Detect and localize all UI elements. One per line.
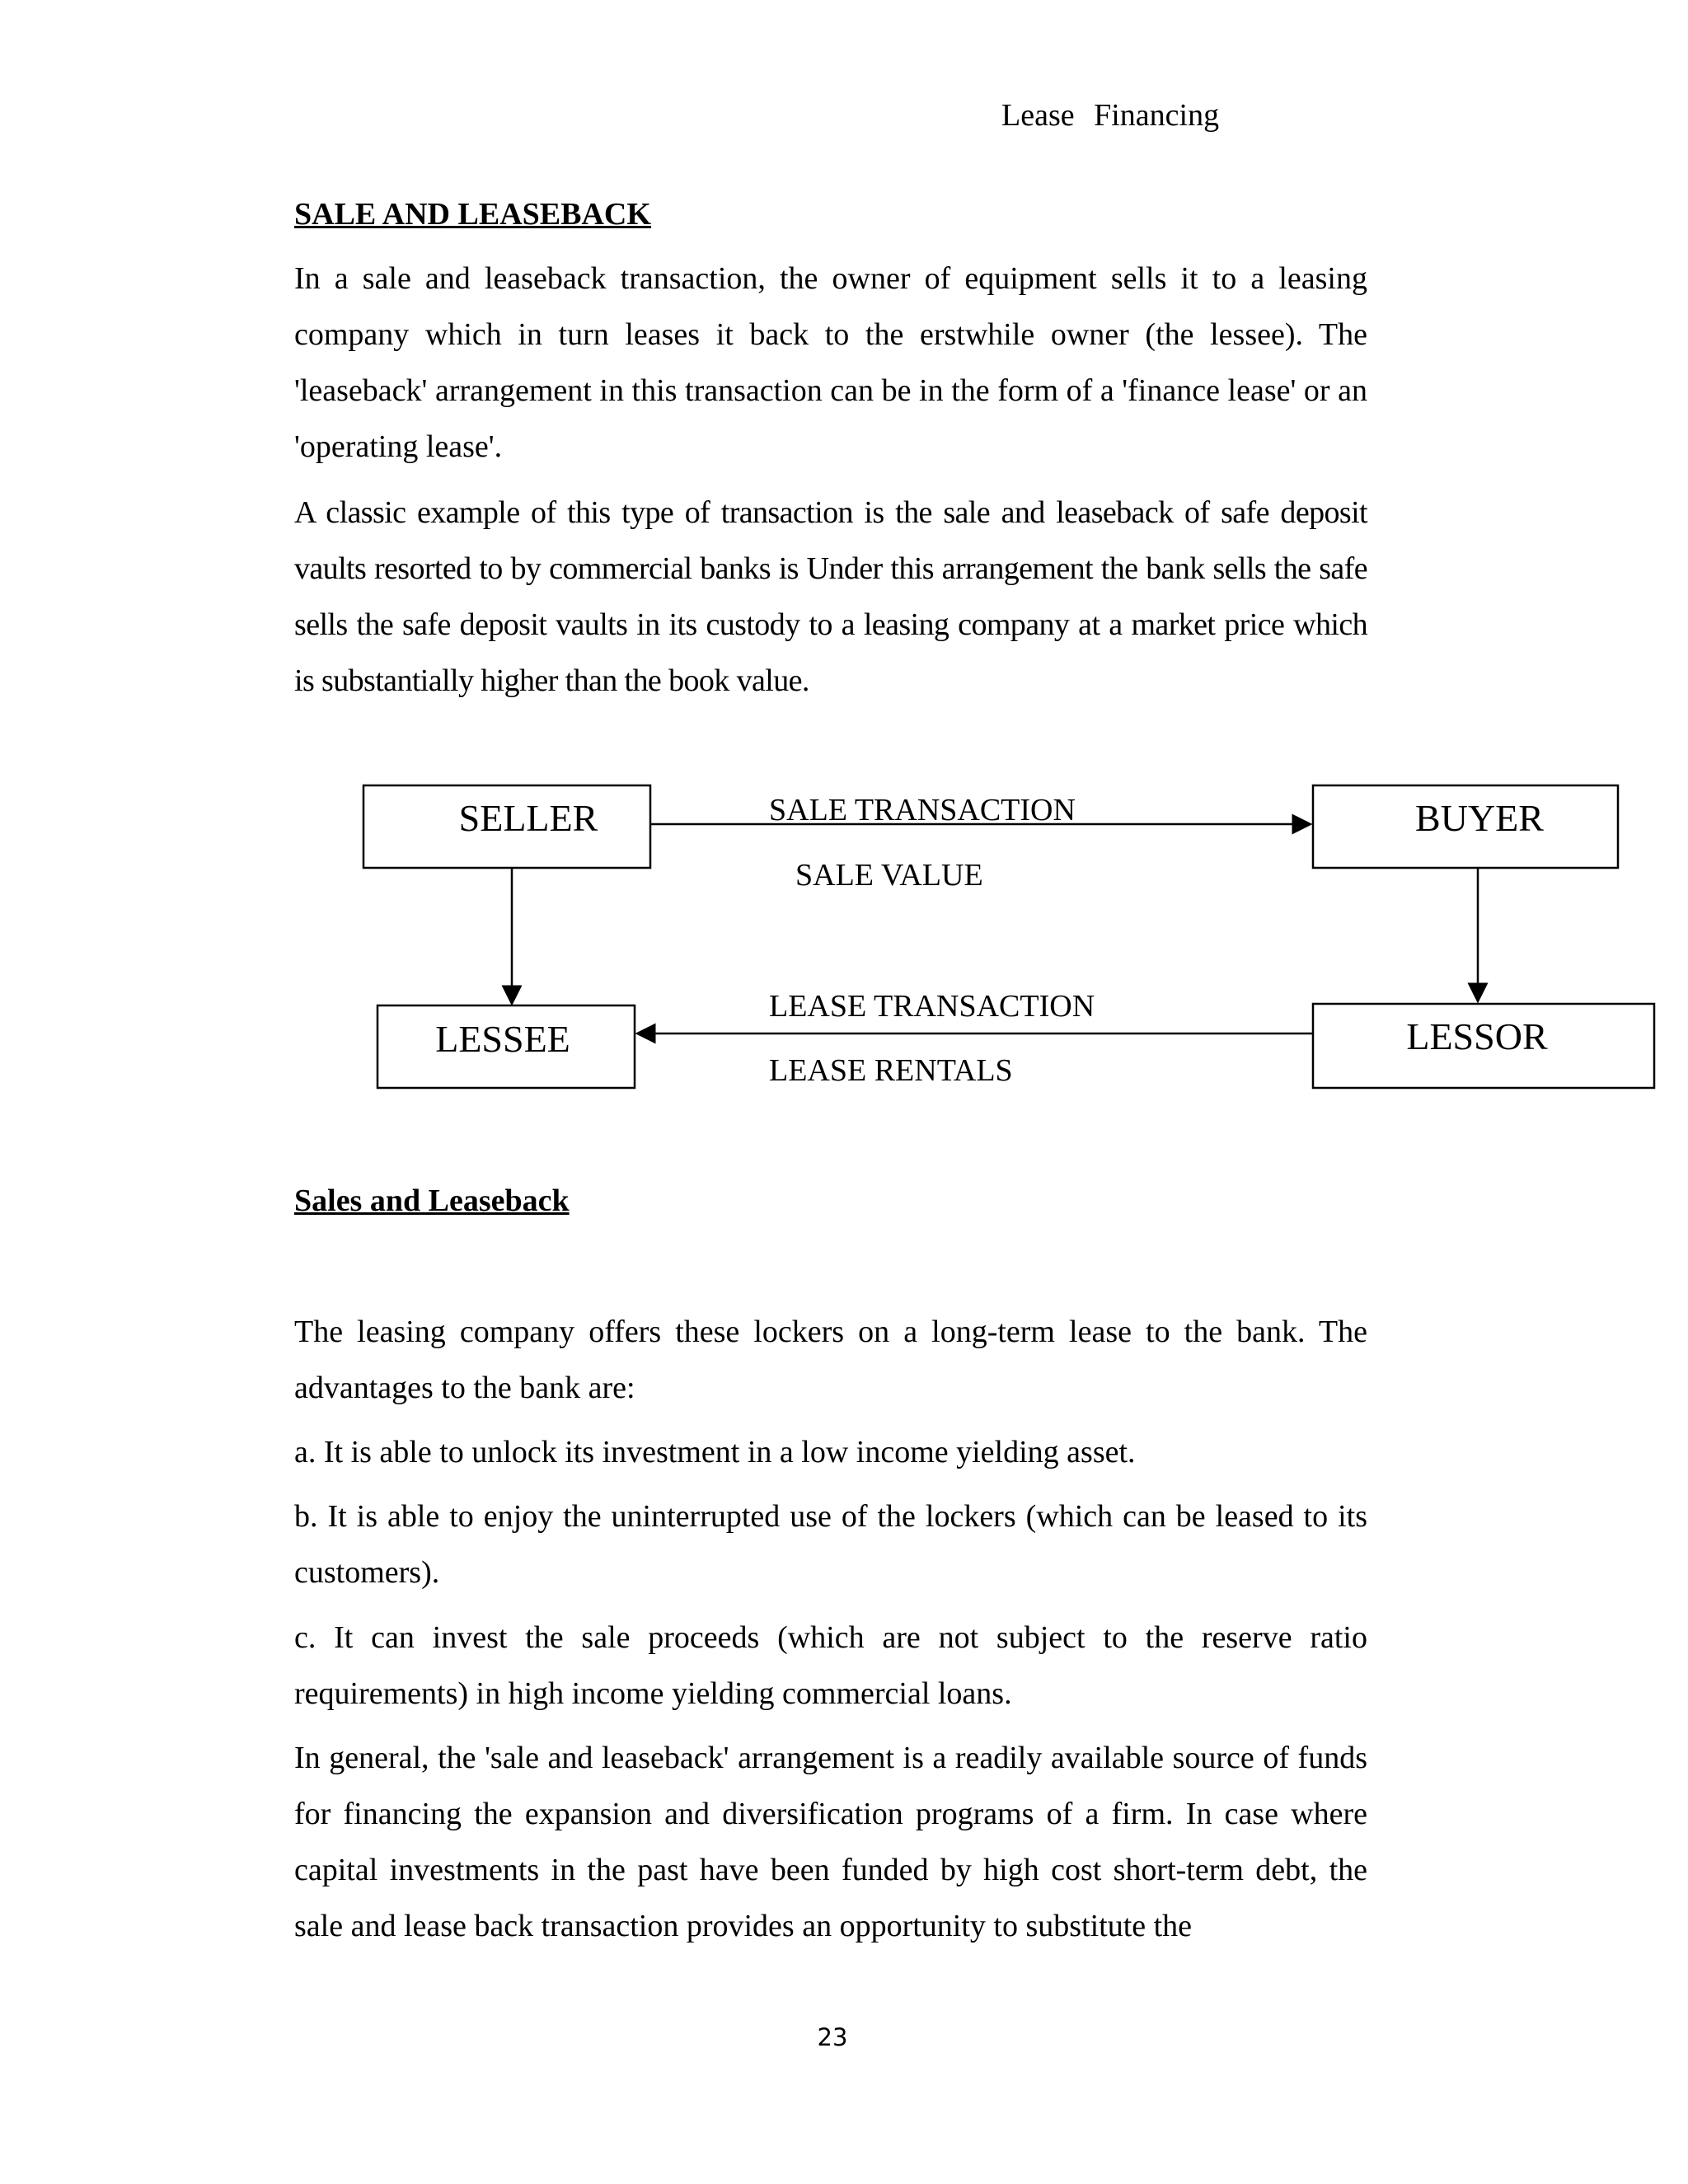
section-heading-sale-and-leaseback: SALE AND LEASEBACK — [294, 197, 651, 232]
lease-transaction-label: LEASE TRANSACTION — [769, 989, 1095, 1024]
lessee-label: LESSEE — [435, 1018, 570, 1060]
list-item-c: c. It can invest the sale proceeds (which are not subject to the reserve ratio requirements) in high income yielding commercial loans. — [294, 1620, 1367, 1711]
paragraph-in-general: In general, the 'sale and leaseback' arrangement is a readily available source of funds for financing the expansion and diversification programs of a firm. In case where capital investments in the past have been funded by high cost short-term debt, the sale and lease back transaction provides an opportunity to substitute the — [294, 1741, 1367, 1943]
paragraph-intro: In a sale and leaseback transaction, the owner of equipment sells it to a leasing company which in turn leases it back to the erstwhile owner (the lessee). The 'leaseback' arrangement in this transaction can be in the form of a 'finance lease' or an 'operating lease'. — [294, 261, 1367, 464]
lessor-label: LESSOR — [1406, 1015, 1548, 1057]
paragraph-classic-example: A classic example of this type of transaction is the sale and leaseback of safe deposit vaults resorted to by commercial banks is Under this arrangement the bank sells the safe sells the safe deposit vaults in its custody to a leasing company at a market price which is substantially higher than the book value. — [294, 495, 1367, 698]
section-heading-sales-and-leaseback: Sales and Leaseback — [294, 1183, 570, 1218]
seller-label: SELLER — [458, 797, 598, 839]
list-item-a: a. It is able to unlock its investment in a low income yielding asset. — [294, 1435, 1136, 1469]
running-title: Lease Financing — [1001, 98, 1220, 133]
buyer-label: BUYER — [1415, 797, 1544, 839]
lease-rentals-label: LEASE RENTALS — [769, 1053, 1013, 1088]
paragraph-leasing-company-offers: The leasing company offers these lockers on a long-term lease to the bank. The advantages to the bank are: — [294, 1315, 1367, 1405]
list-item-b: b. It is able to enjoy the uninterrupted use of the lockers (which can be leased to its customers). — [294, 1499, 1367, 1590]
page-number: 23 — [817, 2023, 848, 2051]
sale-value-label: SALE VALUE — [795, 858, 983, 893]
sale-transaction-label: SALE TRANSACTION — [769, 793, 1076, 827]
